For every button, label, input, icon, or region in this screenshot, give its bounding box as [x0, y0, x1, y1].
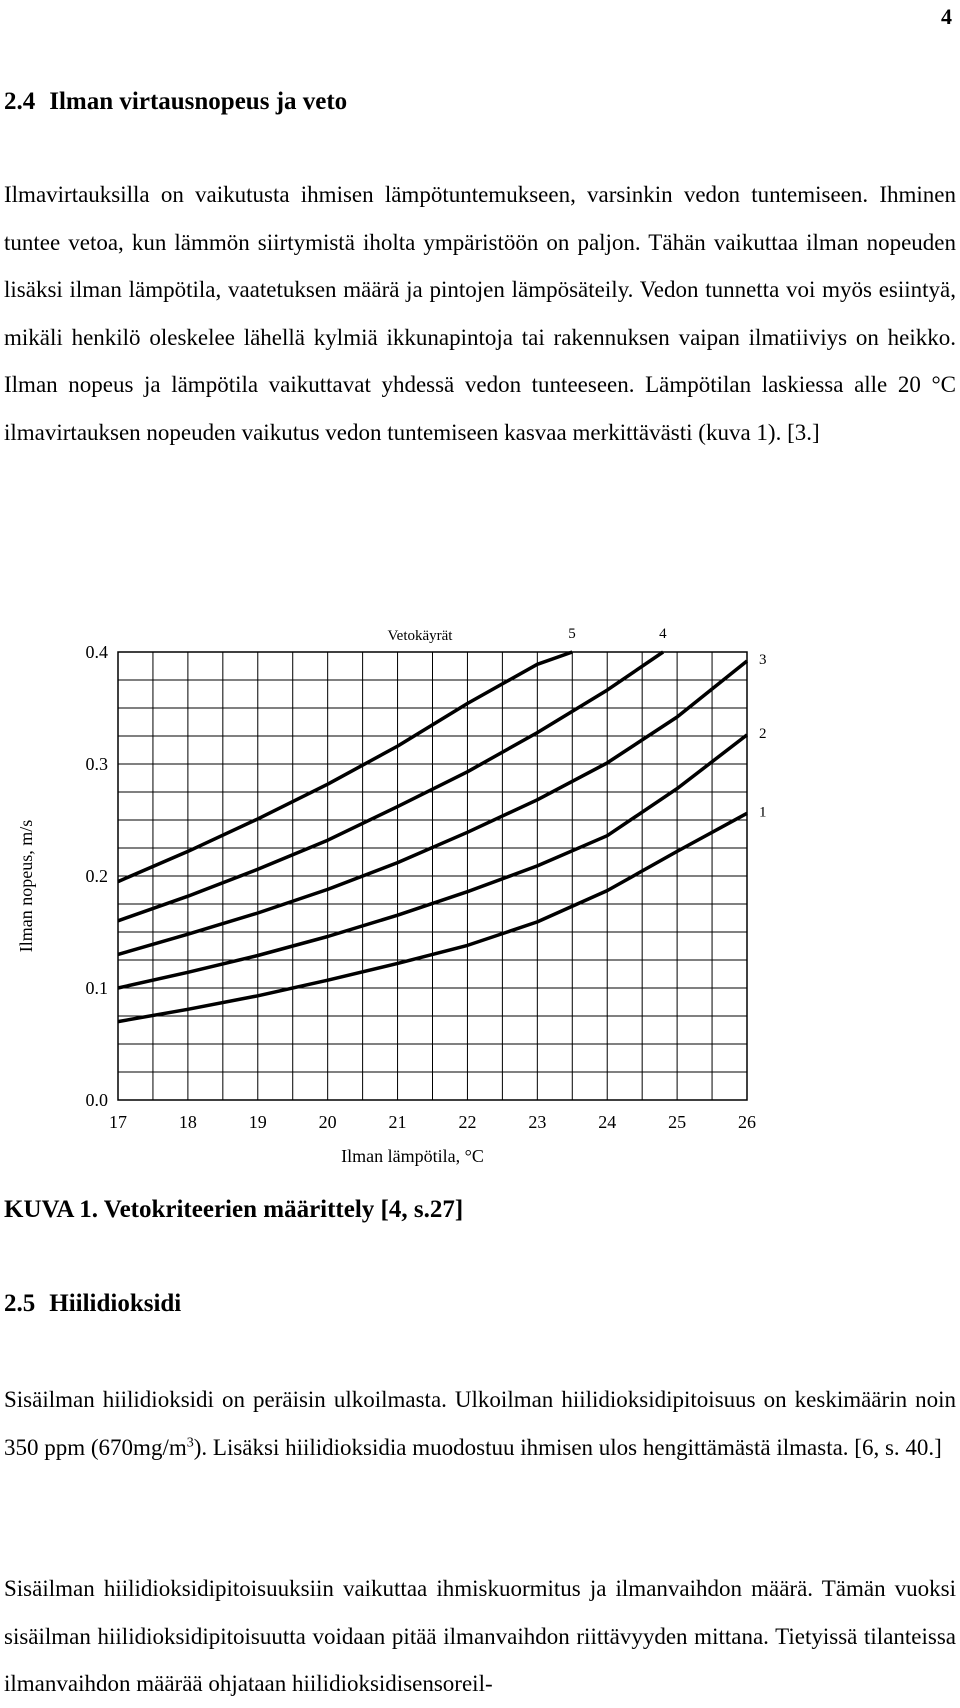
section-heading-2-5 — [4, 1290, 181, 1318]
y-tick-label: 0.1 — [85, 978, 108, 998]
paragraph-text: ). Lisäksi hiilidioksidia muodostuu ihmisen ulos hengittämästä ilmasta. [6, s. 40.] — [193, 1434, 942, 1460]
section-2-4-paragraph: Ilmavirtauksilla on vaikutusta ihmisen lämpötuntemukseen, varsinkin vedon tuntemiseen. Ihminen tuntee vetoa, kun lämmön siirtymistä iholta ympäristöön on paljon. Tähän vaikuttaa ilman nopeuden lisäksi ilman lämpötila, vaatetuksen määrä ja pintojen lämpösäteily. Vedon tunnetta voi myös esiintyä, mikäli henkilö oleskelee lähellä kylmiä ikkunapintoja tai rakennuksen vaipan ilmatiiviys on heikko. Ilman nopeus ja lämpötila vaikuttavat yhdessä vedon tunteeseen. Lämpötilan laskiessa alle 20 °C ilmavirtauksen nopeuden vaikutus vedon tuntemiseen kasvaa merkittävästi (kuva 1). [3.] — [4, 182, 956, 445]
section-number: 2.5 — [4, 1290, 36, 1317]
series-label-2: 2 — [759, 725, 767, 742]
series-label-4: 4 — [659, 626, 667, 642]
section-number: 2.4 — [4, 88, 36, 115]
chart-title: Vetokäyrät — [387, 628, 453, 644]
y-tick-label: 0.3 — [85, 754, 108, 774]
series-label-3: 3 — [759, 651, 767, 668]
superscript: 3 — [186, 1434, 194, 1450]
x-tick-label: 25 — [668, 1112, 687, 1132]
x-axis-label: Ilman lämpötila, °C — [341, 1146, 484, 1166]
section-heading-2-4 — [4, 88, 347, 116]
section-title: Hiilidioksidi — [49, 1290, 182, 1317]
x-tick-label: 17 — [109, 1112, 127, 1132]
series-label-5: 5 — [568, 626, 576, 642]
y-tick-label: 0.2 — [85, 866, 108, 886]
x-tick-label: 22 — [458, 1112, 477, 1132]
section-title: Ilman virtausnopeus ja veto — [49, 88, 348, 115]
y-tick-label: 0.0 — [85, 1090, 108, 1110]
x-tick-label: 21 — [388, 1112, 407, 1132]
y-tick-label: 0.4 — [85, 642, 108, 662]
draft-curves-chart — [0, 620, 800, 1180]
paragraph-text: Sisäilman hiilidioksidi on peräisin ulkoilmasta. Ulkoilman hiilidioksidipitoisuus on keskimäärin noin 350 ppm (670mg/m — [4, 1387, 956, 1460]
x-tick-label: 24 — [598, 1112, 617, 1132]
x-tick-label: 19 — [248, 1112, 267, 1132]
figure-caption: KUVA 1. Vetokriteerien määrittely [4, s.27] — [4, 1196, 464, 1223]
x-tick-label: 26 — [738, 1112, 756, 1132]
y-axis-label: Ilman nopeus, m/s — [16, 819, 36, 953]
x-tick-label: 18 — [178, 1112, 197, 1132]
x-tick-label: 23 — [528, 1112, 547, 1132]
x-tick-label: 20 — [318, 1112, 337, 1132]
page-number: 4 — [941, 4, 952, 29]
series-label-1: 1 — [759, 804, 767, 821]
section-2-5-paragraph-2: Sisäilman hiilidioksidipitoisuuksiin vaikuttaa ihmiskuormitus ja ilmanvaihdon määrä. Tämän vuoksi sisäilman hiilidioksidipitoisuutta voidaan pitää ilmanvaihdon riittävyyden mittana. Tietyissä tilanteissa ilmanvaihdon määrää ohjataan hiilidioksidisensoreil- — [4, 1576, 956, 1696]
section-2-5-paragraph-1 — [4, 1376, 956, 1471]
